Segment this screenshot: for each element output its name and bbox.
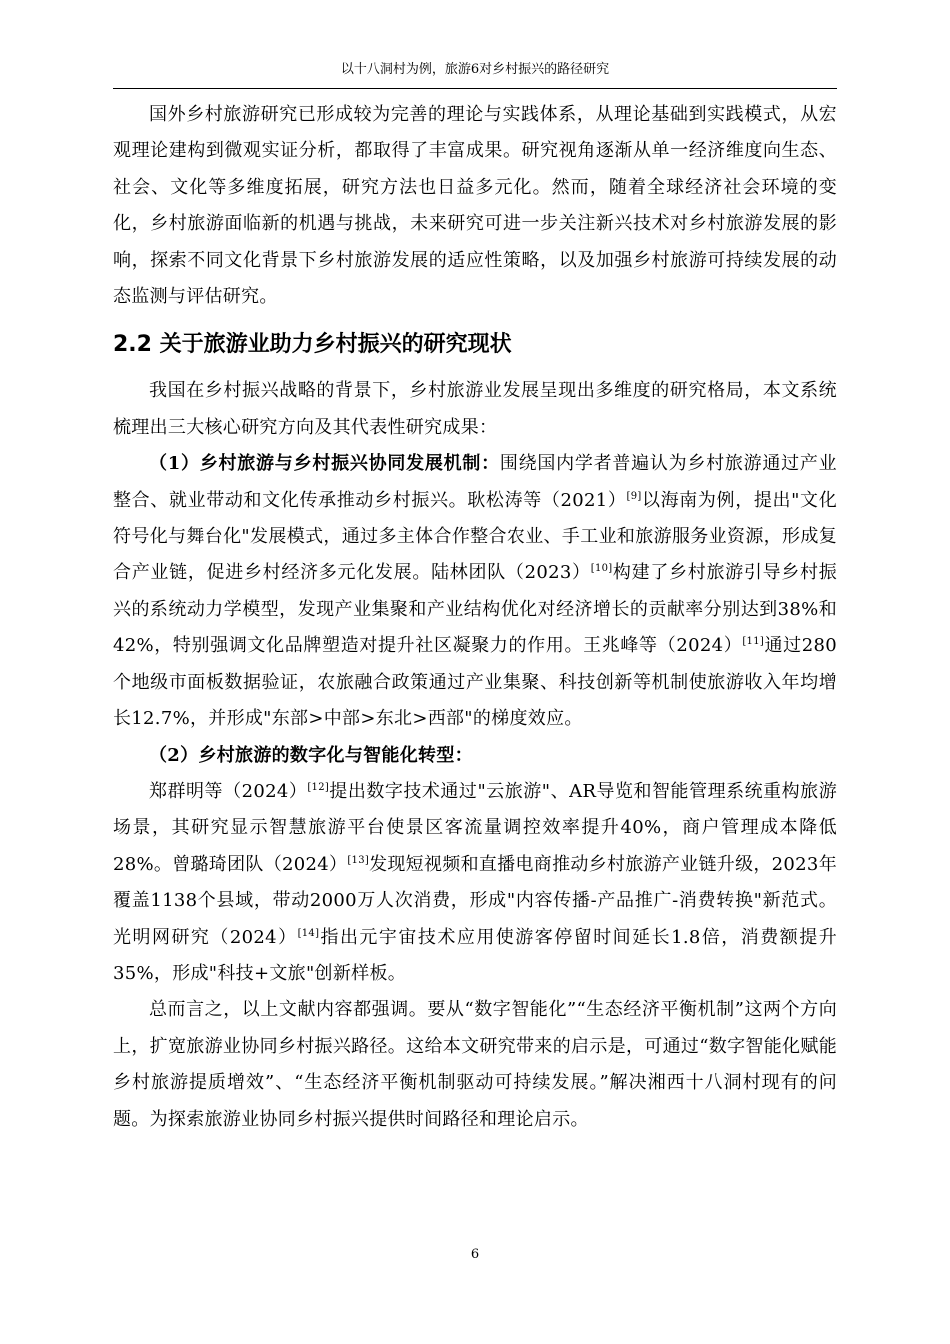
item-2-paragraph (113, 774, 837, 992)
citation-ref: [13] (347, 854, 370, 866)
citation-ref: [10] (590, 563, 613, 575)
running-header: 以十八洞村为例，旅游6对乡村振兴的路径研究 (340, 62, 610, 77)
item-2-heading (113, 738, 837, 774)
item-2-text-a: 郑群明等（2024） (149, 780, 308, 802)
section-heading (113, 325, 837, 365)
citation-ref: [12] (307, 781, 330, 793)
item-1-lead: （1）乡村旅游与乡村振兴协同发展机制： (149, 453, 500, 475)
conclusion-paragraph: 总而言之，以上文献内容都强调。要从“数字智能化”“生态经济平衡机制”这两个方向上，扩宽旅游业协同乡村振兴路径。这给本文研究带来的启示是，可通过“数字智能化赋能乡村旅游提质增效”、“生态经济平衡机制驱动可持续发展。”解决湘西十八洞村现有的问题。为探索旅游业协同乡村振兴提供时间路径和理论启示。 (113, 999, 837, 1130)
item-2-lead: （2）乡村旅游的数字化与智能化转型： (149, 744, 473, 766)
item-1-text-b: 以海南为例，提出"文化符号化与舞台化"发展模式，通过多主体合作整合农业、手工业和旅游服务业资源，形成复合产业链，促进乡村经济多元化发展。陆林团队（2023） (113, 489, 838, 584)
item-1-text-a: 围绕国内学者普遍认为乡村旅游通过产业整合、就业带动和文化传承推动乡村振兴。耿松涛等（2021） (113, 453, 837, 511)
page-number: 6 (470, 1247, 480, 1262)
section-title: 关于旅游业助力乡村振兴的研究现状 (159, 332, 512, 358)
page-body (113, 97, 837, 1138)
header-rule (113, 88, 837, 89)
citation-ref: [9] (626, 490, 642, 502)
item-1-text-d: 通过280个地级市面板数据验证，农旅融合政策通过产业集聚、科技创新等机制使旅游收入年均增长12.7%，并形成"东部>中部>东北>西部"的梯度效应。 (113, 635, 837, 730)
item-2-text-d: 指出元宇宙技术应用使游客停留时间延长1.8倍，消费额提升35%，形成"科技+文旅"创新样板。 (113, 926, 838, 984)
citation-ref: [11] (742, 636, 765, 648)
item-1-paragraph (113, 446, 837, 737)
overview-paragraph: 我国在乡村振兴战略的背景下，乡村旅游业发展呈现出多维度的研究格局，本文系统梳理出三大核心研究方向及其代表性研究成果： (113, 380, 837, 438)
section-number: 2.2 (113, 332, 152, 358)
item-2-text-c: 发现短视频和直播电商推动乡村旅游产业链升级，2023年覆盖1138个县域，带动2000万人次消费，形成"内容传播-产品推广-消费转换"新范式。光明网研究（2024） (113, 853, 837, 948)
citation-ref: [14] (297, 927, 320, 939)
intro-paragraph: 国外乡村旅游研究已形成较为完善的理论与实践体系，从理论基础到实践模式，从宏观理论建构到微观实证分析，都取得了丰富成果。研究视角逐渐从单一经济维度向生态、社会、文化等多维度拓展，研究方法也日益多元化。然而，随着全球经济社会环境的变化，乡村旅游面临新的机遇与挑战，未来研究可进一步关注新兴技术对乡村旅游发展的影响，探索不同文化背景下乡村旅游发展的适应性策略，以及加强乡村旅游可持续发展的动态监测与评估研究。 (113, 104, 837, 308)
item-2-text-b: 提出数字技术通过"云旅游"、AR导览和智能管理系统重构旅游场景，其研究显示智慧旅游平台使景区客流量调控效率提升40%，商户管理成本降低28%。曾璐琦团队（2024） (113, 780, 837, 875)
item-1-text-c: 构建了乡村旅游引导乡村振兴的系统动力学模型，发现产业集聚和产业结构优化对经济增长的贡献率分别达到38%和42%，特别强调文化品牌塑造对提升社区凝聚力的作用。王兆峰等（2024） (113, 562, 837, 657)
